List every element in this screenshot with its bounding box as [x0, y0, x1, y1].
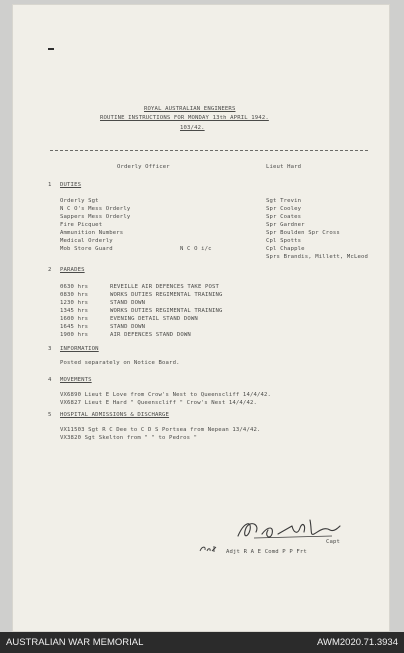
- duty-name: Fire Picquet: [60, 222, 103, 228]
- parade-time: 0630 hrs: [60, 284, 89, 290]
- orderly-officer-label: Orderly Officer: [117, 164, 170, 170]
- archive-name: AUSTRALIAN WAR MEMORIAL: [6, 637, 144, 648]
- archive-reference: AWM2020.71.3934: [317, 637, 398, 648]
- parade-time: 1645 hrs: [60, 324, 89, 330]
- document-heading: ROYAL AUSTRALIAN ENGINEERS: [144, 106, 236, 112]
- parade-activity: REVEILLE AIR DEFENCES TAKE POST: [110, 284, 220, 290]
- duty-name: Ammunition Numbers: [60, 230, 124, 236]
- duty-assignee: Cpl Chapple: [266, 246, 305, 252]
- orderly-officer-name: Lieut Hard: [266, 164, 302, 170]
- handwritten-rank-mark: [198, 544, 220, 554]
- parade-activity: WORKS DUTIES REGIMENTAL TRAINING: [110, 308, 223, 314]
- duty-assignee: Cpl Spotts: [266, 238, 302, 244]
- duty-assignee: Spr Coates: [266, 214, 302, 220]
- signature-rank: Capt: [326, 539, 341, 545]
- document-subheading: ROUTINE INSTRUCTIONS FOR MONDAY 13th APRIL 1942.: [100, 115, 269, 121]
- duty-name: Medical Orderly: [60, 238, 113, 244]
- parade-time: 1900 hrs: [60, 332, 89, 338]
- duty-assignee: Sprs Brandis, Millett, McLeod: [266, 254, 369, 260]
- section-title-parades: PARADES: [60, 267, 85, 273]
- document-page: [12, 4, 390, 632]
- movement-entry: VX6827 Lieut E Hard " Queenscliff " Crow's Nest 14/4/42.: [60, 400, 257, 406]
- section-title-movements: MOVEMENTS: [60, 377, 92, 383]
- section-number: 4: [48, 377, 52, 383]
- parade-activity: STAND DOWN: [110, 324, 146, 330]
- signature-appointment: Adjt R A E Comd P P Frt: [226, 549, 307, 555]
- parade-activity: STAND DOWN: [110, 300, 146, 306]
- hole-punch-mark: [48, 48, 54, 50]
- document-number: 103/42.: [180, 125, 205, 131]
- duty-assignee: Spr Cooley: [266, 206, 302, 212]
- section-number: 2: [48, 267, 52, 273]
- duty-name: Mob Store Guard: [60, 246, 113, 252]
- duty-name: Sappers Mess Orderly: [60, 214, 131, 220]
- guard-detail: N C O i/c: [180, 246, 212, 252]
- parade-time: 0830 hrs: [60, 292, 89, 298]
- duty-assignee: Sgt Trevin: [266, 198, 302, 204]
- duty-name: Orderly Sgt: [60, 198, 99, 204]
- section-number: 5: [48, 412, 52, 418]
- section-number: 3: [48, 346, 52, 352]
- duty-assignee: Spr Gardner: [266, 222, 305, 228]
- duty-name: N C O's Mess Orderly: [60, 206, 131, 212]
- section-title-duties: DUTIES: [60, 182, 82, 188]
- section-number: 1: [48, 182, 52, 188]
- parade-activity: AIR DEFENCES STAND DOWN: [110, 332, 191, 338]
- information-text: Posted separately on Notice Board.: [60, 360, 180, 366]
- archive-footer: [0, 632, 404, 653]
- duty-assignee: Spr Boulden Spr Cross: [266, 230, 340, 236]
- section-title-hospital: HOSPITAL ADMISSIONS & DISCHARGE: [60, 412, 170, 418]
- parade-time: 1600 hrs: [60, 316, 89, 322]
- parade-activity: WORKS DUTIES REGIMENTAL TRAINING: [110, 292, 223, 298]
- parade-time: 1230 hrs: [60, 300, 89, 306]
- parade-time: 1345 hrs: [60, 308, 89, 314]
- header-divider: [50, 150, 368, 151]
- section-title-information: INFORMATION: [60, 346, 99, 352]
- hospital-entry: VX3820 Sgt Skelton from " " to Pedros ": [60, 435, 198, 441]
- hospital-entry: VX11503 Sgt R C Dee to C D S Portsea from Nepean 13/4/42.: [60, 427, 261, 433]
- parade-activity: EVENING DETAIL STAND DOWN: [110, 316, 198, 322]
- movement-entry: VX6890 Lieut E Love from Crow's Nest to Queenscliff 14/4/42.: [60, 392, 272, 398]
